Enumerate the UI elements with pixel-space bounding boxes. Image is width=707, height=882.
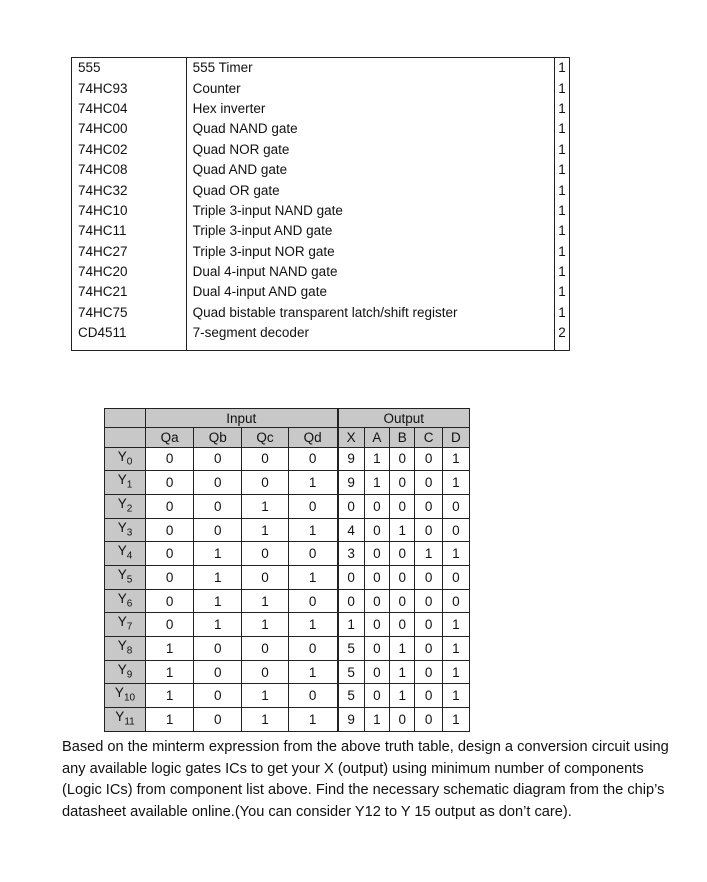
cell-b: 1 [390,660,415,684]
cell-c: 0 [415,518,442,542]
row-label: $Y_5$ [105,566,146,590]
component-description: Quad OR gate [186,180,554,200]
cell-d: 1 [442,613,469,637]
truth-table-row [105,542,470,566]
truth-table-corner-2 [105,428,146,447]
cell-qb: 1 [194,589,242,613]
cell-qd: 1 [288,471,337,495]
cell-x: 1 [338,613,365,637]
cell-c: 0 [415,566,442,590]
cell-qb: 0 [194,494,242,518]
component-part-number: 74HC02 [72,140,187,160]
row-label: $Y_8$ [105,637,146,661]
cell-b: 0 [390,708,415,732]
component-description: Triple 3-input NOR gate [186,242,554,262]
cell-qd: 1 [288,613,337,637]
component-quantity: 1 [555,180,570,200]
cell-d: 0 [442,566,469,590]
component-quantity: 1 [555,242,570,262]
truth-table-body [105,447,470,731]
cell-qd: 0 [288,447,337,471]
component-part-number: 555 [72,58,187,79]
truth-table-row [105,494,470,518]
cell-qc: 0 [242,471,288,495]
cell-d: 1 [442,708,469,732]
cell-qa: 0 [146,447,194,471]
cell-qc: 0 [242,660,288,684]
cell-a: 0 [364,518,389,542]
component-description: Quad AND gate [186,160,554,180]
row-label: $Y_6$ [105,589,146,613]
cell-b: 0 [390,542,415,566]
component-part-number: 74HC93 [72,78,187,98]
cell-qd: 0 [288,494,337,518]
cell-x: 0 [338,566,365,590]
cell-qc: 1 [242,684,288,708]
truth-table-row [105,708,470,732]
cell-x: 9 [338,708,365,732]
cell-qd: 1 [288,566,337,590]
component-part-number: 74HC20 [72,262,187,282]
cell-c: 0 [415,471,442,495]
cell-qb: 0 [194,684,242,708]
cell-qb: 0 [194,637,242,661]
cell-a: 0 [364,589,389,613]
cell-qb: 1 [194,542,242,566]
row-label: $Y_{10}$ [105,684,146,708]
cell-qc: 0 [242,566,288,590]
component-list-body [72,58,570,351]
truth-table-row [105,637,470,661]
row-label: $Y_2$ [105,494,146,518]
cell-a: 0 [364,684,389,708]
row-label: $Y_0$ [105,447,146,471]
cell-x: 0 [338,589,365,613]
cell-d: 1 [442,660,469,684]
cell-d: 0 [442,518,469,542]
component-part-number: 74HC11 [72,221,187,241]
component-part-number: 74HC27 [72,242,187,262]
component-part-number: 74HC21 [72,282,187,302]
component-description: 555 Timer [186,58,554,79]
column-header-qd: Qd [288,428,337,447]
component-description: Dual 4-input AND gate [186,282,554,302]
truth-table-row [105,660,470,684]
cell-qc: 0 [242,447,288,471]
component-row [72,119,570,139]
cell-qd: 1 [288,518,337,542]
component-description: Triple 3-input AND gate [186,221,554,241]
column-header-x: X [338,428,365,447]
cell-a: 0 [364,566,389,590]
cell-x: 0 [338,494,365,518]
component-quantity: 1 [555,262,570,282]
component-list-table [71,57,570,351]
cell-qa: 0 [146,566,194,590]
component-row [72,242,570,262]
cell-c: 0 [415,447,442,471]
cell-qb: 1 [194,613,242,637]
cell-c: 1 [415,542,442,566]
component-row [72,323,570,351]
cell-qb: 0 [194,518,242,542]
cell-c: 0 [415,660,442,684]
cell-b: 0 [390,471,415,495]
cell-b: 1 [390,518,415,542]
cell-x: 9 [338,471,365,495]
component-description: Triple 3-input NAND gate [186,201,554,221]
cell-qa: 1 [146,708,194,732]
cell-qb: 0 [194,708,242,732]
column-header-c: C [415,428,442,447]
cell-c: 0 [415,708,442,732]
column-header-a: A [364,428,389,447]
cell-d: 1 [442,471,469,495]
cell-qd: 1 [288,708,337,732]
cell-qa: 0 [146,613,194,637]
cell-qc: 1 [242,518,288,542]
component-row [72,140,570,160]
component-row [72,160,570,180]
cell-c: 0 [415,684,442,708]
cell-d: 1 [442,542,469,566]
component-quantity: 1 [555,282,570,302]
column-header-d: D [442,428,469,447]
row-label: $Y_4$ [105,542,146,566]
cell-qa: 1 [146,684,194,708]
cell-qc: 1 [242,494,288,518]
component-part-number: 74HC04 [72,99,187,119]
component-row [72,99,570,119]
component-quantity: 1 [555,160,570,180]
cell-d: 1 [442,637,469,661]
truth-table-column-header [105,428,470,447]
cell-c: 0 [415,494,442,518]
cell-qb: 0 [194,471,242,495]
cell-b: 0 [390,566,415,590]
column-header-qa: Qa [146,428,194,447]
cell-a: 1 [364,471,389,495]
component-row [72,58,570,79]
cell-qd: 0 [288,684,337,708]
cell-b: 0 [390,494,415,518]
cell-qa: 0 [146,494,194,518]
component-part-number: 74HC75 [72,303,187,323]
row-label: $Y_3$ [105,518,146,542]
cell-x: 5 [338,660,365,684]
cell-qb: 0 [194,660,242,684]
row-label: $Y_{11}$ [105,708,146,732]
truth-table-row [105,518,470,542]
cell-a: 0 [364,660,389,684]
cell-a: 0 [364,494,389,518]
component-quantity: 1 [555,201,570,221]
cell-x: 9 [338,447,365,471]
component-description: Quad NAND gate [186,119,554,139]
component-part-number: 74HC10 [72,201,187,221]
cell-b: 0 [390,447,415,471]
component-description: Hex inverter [186,99,554,119]
cell-qd: 0 [288,637,337,661]
row-label: $Y_1$ [105,471,146,495]
component-row [72,180,570,200]
cell-qd: 0 [288,542,337,566]
component-description: Dual 4-input NAND gate [186,262,554,282]
cell-c: 0 [415,589,442,613]
truth-table-corner [105,409,146,428]
truth-table [104,408,470,732]
cell-x: 4 [338,518,365,542]
truth-table-row [105,613,470,637]
component-description: Quad bistable transparent latch/shift register [186,303,554,323]
cell-b: 1 [390,637,415,661]
cell-d: 1 [442,684,469,708]
cell-a: 0 [364,542,389,566]
output-group-header: Output [338,409,470,428]
component-description: Counter [186,78,554,98]
cell-c: 0 [415,613,442,637]
assignment-instructions: Based on the minterm expression from the above truth table, design a conversion circuit using any available logic gates ICs to get your X (output) using minimum number of components (Logic ICs) from component list above. Find the necessary schematic diagram from the chip’s datasheet available online.(You can consider Y12 to Y 15 output as don’t care). [62,739,669,820]
component-quantity: 1 [555,78,570,98]
cell-qc: 0 [242,637,288,661]
cell-qc: 0 [242,542,288,566]
cell-b: 1 [390,684,415,708]
cell-b: 0 [390,613,415,637]
row-label: $Y_7$ [105,613,146,637]
cell-a: 0 [364,613,389,637]
component-row [72,221,570,241]
cell-a: 1 [364,447,389,471]
cell-qc: 1 [242,589,288,613]
component-description: 7-segment decoder [186,323,554,351]
truth-table-row [105,447,470,471]
cell-c: 0 [415,637,442,661]
truth-table-row [105,589,470,613]
cell-qa: 1 [146,637,194,661]
component-quantity: 1 [555,119,570,139]
column-header-qc: Qc [242,428,288,447]
cell-qa: 0 [146,471,194,495]
component-quantity: 1 [555,58,570,79]
component-quantity: 1 [555,221,570,241]
cell-qb: 0 [194,447,242,471]
cell-qa: 0 [146,589,194,613]
component-part-number: CD4511 [72,323,187,351]
cell-b: 0 [390,589,415,613]
component-row [72,303,570,323]
component-row [72,262,570,282]
row-label: $Y_9$ [105,660,146,684]
cell-d: 0 [442,589,469,613]
cell-qc: 1 [242,708,288,732]
component-quantity: 1 [555,303,570,323]
cell-x: 3 [338,542,365,566]
cell-d: 0 [442,494,469,518]
cell-qa: 0 [146,518,194,542]
component-description: Quad NOR gate [186,140,554,160]
component-row [72,201,570,221]
component-quantity: 1 [555,140,570,160]
component-part-number: 74HC00 [72,119,187,139]
truth-table-row [105,471,470,495]
column-header-qb: Qb [194,428,242,447]
cell-qc: 1 [242,613,288,637]
cell-qd: 0 [288,589,337,613]
component-part-number: 74HC08 [72,160,187,180]
cell-qd: 1 [288,660,337,684]
cell-qa: 0 [146,542,194,566]
column-header-b: B [390,428,415,447]
cell-x: 5 [338,684,365,708]
cell-d: 1 [442,447,469,471]
component-row [72,78,570,98]
component-row [72,282,570,302]
cell-x: 5 [338,637,365,661]
cell-qb: 1 [194,566,242,590]
component-quantity: 2 [555,323,570,351]
truth-table-row [105,684,470,708]
truth-table-group-header [105,409,470,428]
cell-a: 1 [364,708,389,732]
cell-qa: 1 [146,660,194,684]
cell-a: 0 [364,637,389,661]
component-quantity: 1 [555,99,570,119]
truth-table-row [105,566,470,590]
input-group-header: Input [146,409,338,428]
component-part-number: 74HC32 [72,180,187,200]
